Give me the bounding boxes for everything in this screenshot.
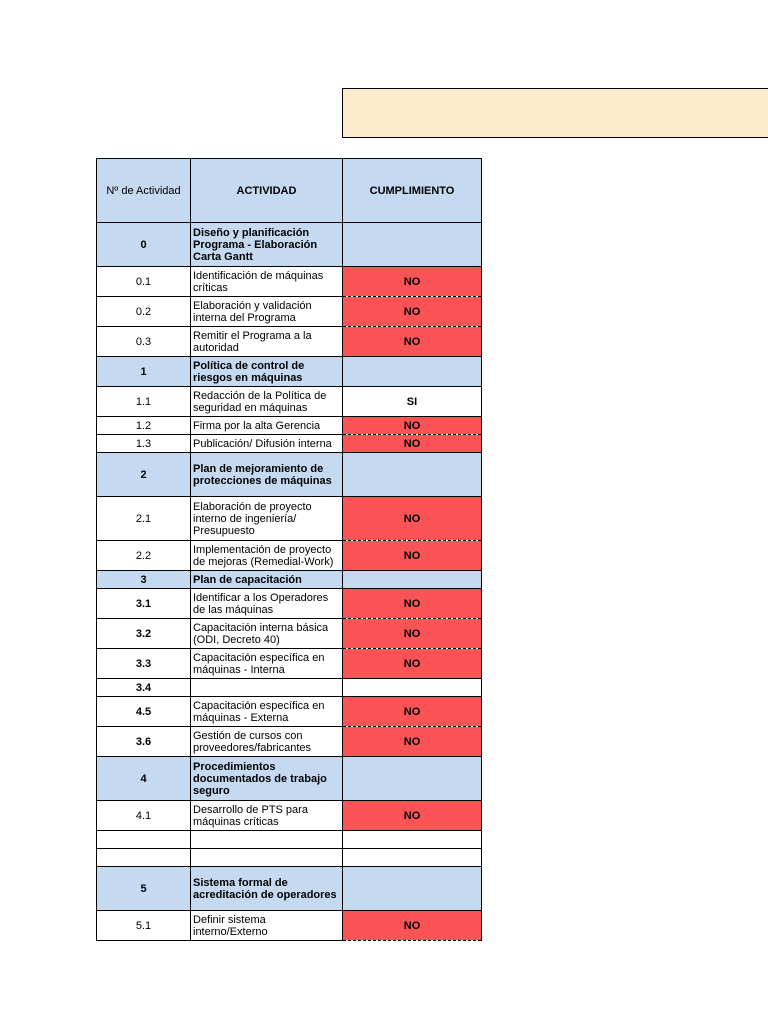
activity-description: Identificar a los Operadores de las máquinas [191,589,343,619]
table-row [97,497,482,541]
section-row [97,757,482,801]
compliance-status: NO [343,801,482,831]
compliance-status: NO [343,327,482,357]
table-row [97,267,482,297]
header-compliance: CUMPLIMIENTO [343,159,482,223]
compliance-status: NO [343,267,482,297]
activity-number: 0.1 [97,267,191,297]
activity-description: Plan de mejoramiento de protecciones de máquinas [191,453,343,497]
compliance-status [343,867,482,911]
compliance-status: NO [343,589,482,619]
activity-number: 0 [97,223,191,267]
table-header-row [97,159,482,223]
table-row [97,387,482,417]
activity-number: 5 [97,867,191,911]
activity-number: 3.2 [97,619,191,649]
compliance-status: NO [343,911,482,941]
activity-description [191,679,343,697]
activity-number: 4.1 [97,801,191,831]
activity-number: 0.2 [97,297,191,327]
activity-number: 2.2 [97,541,191,571]
activity-description: Definir sistema interno/Externo [191,911,343,941]
activity-number: 1.2 [97,417,191,435]
activity-number: 1 [97,357,191,387]
activity-number: 0.3 [97,327,191,357]
table-row [97,649,482,679]
table-row [97,697,482,727]
table-row [97,727,482,757]
section-row [97,867,482,911]
activity-number: 2 [97,453,191,497]
compliance-status: NO [343,697,482,727]
table-row [97,417,482,435]
compliance-status: NO [343,417,482,435]
compliance-status [343,849,482,867]
activity-description: Sistema formal de acreditación de operadores [191,867,343,911]
header-activity: ACTIVIDAD [191,159,343,223]
table-row [97,541,482,571]
table-row [97,849,482,867]
compliance-status: NO [343,727,482,757]
activity-description: Remitir el Programa a la autoridad [191,327,343,357]
activity-number: 3.1 [97,589,191,619]
activity-table [96,158,482,941]
section-row [97,453,482,497]
table-row [97,911,482,941]
activity-description: Firma por la alta Gerencia [191,417,343,435]
activity-description: Diseño y planificación Programa - Elaboración Carta Gantt [191,223,343,267]
compliance-status: NO [343,297,482,327]
activity-description: Redacción de la Política de seguridad en máquinas [191,387,343,417]
compliance-status [343,679,482,697]
compliance-status: NO [343,541,482,571]
section-row [97,357,482,387]
compliance-status [343,223,482,267]
activity-number: 3.3 [97,649,191,679]
header-num: Nº de Actividad [97,159,191,223]
table-row [97,831,482,849]
title-box [342,88,768,138]
compliance-status: NO [343,435,482,453]
activity-number [97,831,191,849]
activity-number: 1.1 [97,387,191,417]
section-row [97,571,482,589]
table-row [97,589,482,619]
section-row [97,223,482,267]
activity-description: Elaboración de proyecto interno de ingeniería/ Presupuesto [191,497,343,541]
activity-description: Desarrollo de PTS para máquinas críticas [191,801,343,831]
table-row [97,435,482,453]
compliance-status: NO [343,649,482,679]
activity-description [191,831,343,849]
activity-description: Capacitación específica en máquinas - Interna [191,649,343,679]
activity-description: Publicación/ Difusión interna [191,435,343,453]
activity-number: 3.4 [97,679,191,697]
activity-number: 2.1 [97,497,191,541]
activity-description: Política de control de riesgos en máquinas [191,357,343,387]
activity-number [97,849,191,867]
activity-number: 4.5 [97,697,191,727]
compliance-status: SI [343,387,482,417]
activity-description [191,849,343,867]
activity-description: Procedimientos documentados de trabajo seguro [191,757,343,801]
activity-number: 3 [97,571,191,589]
table-row [97,801,482,831]
activity-description: Plan de capacitación [191,571,343,589]
table-row [97,297,482,327]
compliance-status [343,453,482,497]
activity-number: 4 [97,757,191,801]
activity-description: Capacitación específica en máquinas - Externa [191,697,343,727]
activity-number: 5.1 [97,911,191,941]
compliance-status: NO [343,619,482,649]
compliance-status: NO [343,497,482,541]
activity-description: Gestión de cursos con proveedores/fabricantes [191,727,343,757]
compliance-status [343,831,482,849]
compliance-status [343,357,482,387]
activity-description: Capacitación interna básica (ODI, Decreto 40) [191,619,343,649]
activity-description: Elaboración y validación interna del Programa [191,297,343,327]
compliance-status [343,757,482,801]
activity-number: 1.3 [97,435,191,453]
table-row [97,679,482,697]
activity-description: Implementación de proyecto de mejoras (Remedial-Work) [191,541,343,571]
compliance-status [343,571,482,589]
activity-number: 3.6 [97,727,191,757]
activity-description: Identificación de máquinas críticas [191,267,343,297]
table-row [97,619,482,649]
table-row [97,327,482,357]
